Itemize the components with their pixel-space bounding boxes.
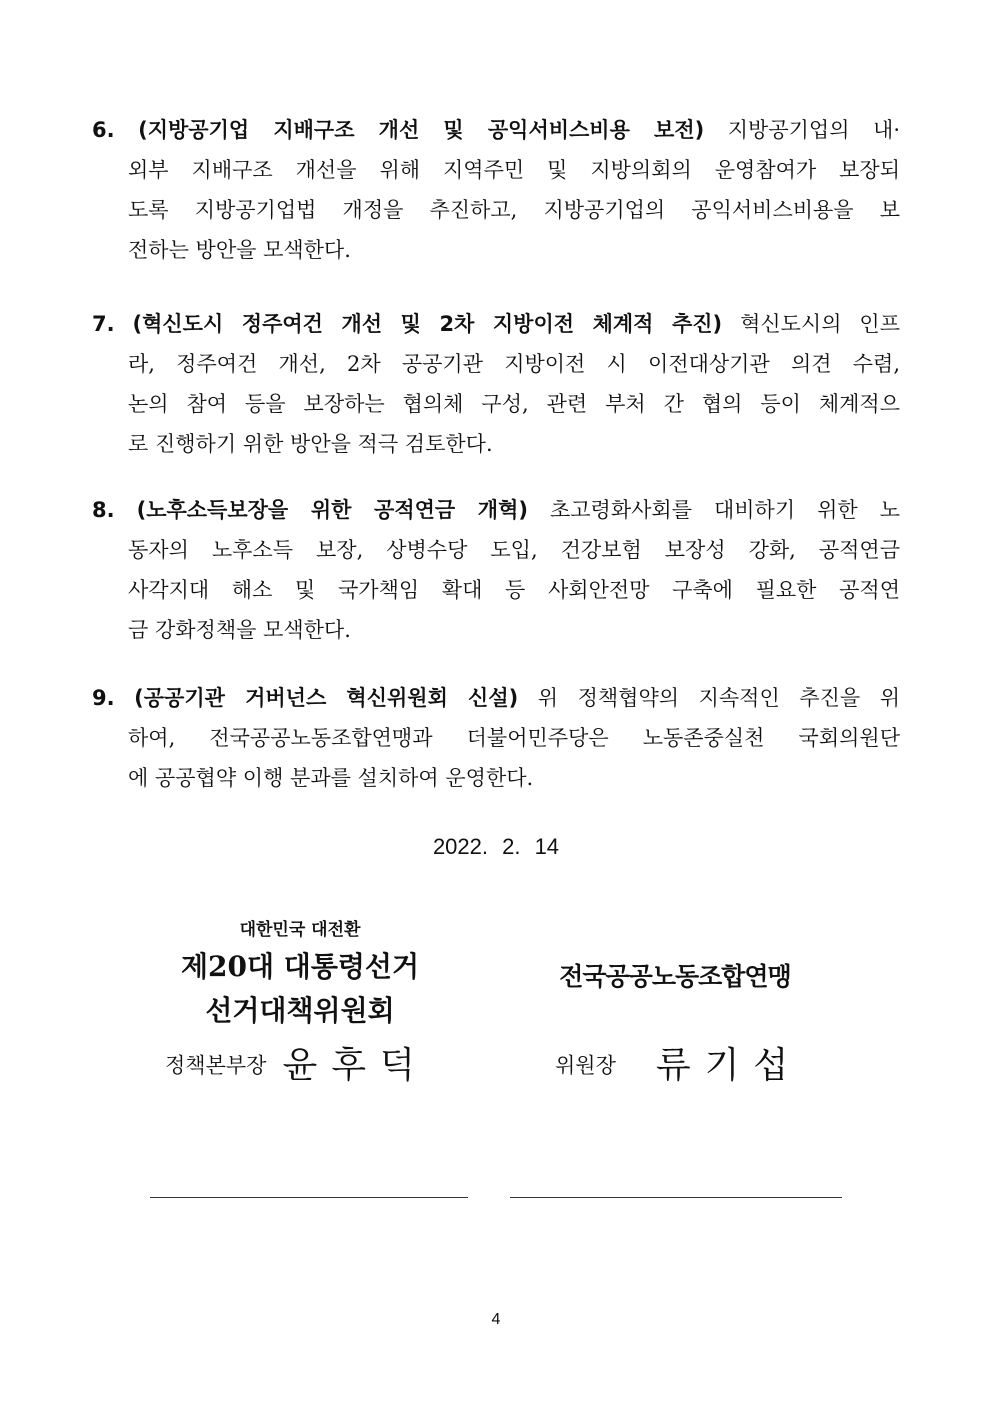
- signer-title: 정책본부장: [165, 1053, 267, 1078]
- clause-line: [92, 304, 900, 344]
- org-subtitle: 대한민국 대전환: [239, 920, 361, 940]
- signer-name: 윤후덕: [282, 1044, 429, 1086]
- left-signer: [165, 1040, 429, 1090]
- clause-line: 도록 지방공기업법 개정을 추진하고, 지방공기업의 공익서비스비용을 보: [128, 198, 900, 222]
- clause-line: 라, 정주여건 개선, 2차 공공기관 지방이전 시 이전대상기관 의견 수렴,: [128, 352, 900, 376]
- clause-line: 로 진행하기 위한 방안을 적극 검토한다.: [128, 432, 493, 456]
- clause-text: 지방공기업의 내·: [704, 118, 900, 142]
- page-number: 4: [491, 1311, 501, 1328]
- clause-6: [92, 110, 900, 270]
- clause-line: [92, 110, 900, 150]
- agreement-date: 2022. 2. 14: [432, 834, 560, 859]
- clause-text: 초고령화사회를 대비하기 위한 노: [527, 498, 900, 522]
- clause-number: 8.: [92, 498, 115, 522]
- org-name-line1: 제20대 대통령선거: [180, 950, 420, 983]
- clause-line: 사각지대 해소 및 국가책임 확대 등 사회안전망 구축에 필요한 공적연: [128, 578, 900, 602]
- clause-text: 위 정책협약의 지속적인 추진을 위: [518, 686, 900, 710]
- clause-line: 하여, 전국공공노동조합연맹과 더불어민주당은 노동존중실천 국회의원단: [128, 726, 900, 750]
- clause-line: 금 강화정책을 모색한다.: [128, 618, 351, 642]
- clause-number: 9.: [92, 686, 115, 710]
- org-name: 전국공공노동조합연맹: [559, 962, 791, 991]
- clause-9: [92, 678, 900, 798]
- clause-line: 논의 참여 등을 보장하는 협의체 구성, 관련 부처 간 협의 등이 체계적으: [128, 392, 900, 416]
- clause-line: [92, 678, 900, 718]
- signer-title: 위원장: [555, 1053, 616, 1078]
- clause-heading: (지방공기업 지배구조 개선 및 공익서비스비용 보전): [138, 118, 705, 142]
- clause-line: 전하는 방안을 모색한다.: [128, 238, 351, 262]
- clause-text: 혁신도시의 인프: [722, 312, 900, 336]
- org-name-line2: 선거대책위원회: [205, 994, 395, 1027]
- clause-line: 동자의 노후소득 보장, 상병수당 도입, 건강보험 보장성 강화, 공적연금: [128, 538, 900, 562]
- clause-7: [92, 304, 900, 464]
- clause-heading: (혁신도시 정주여건 개선 및 2차 지방이전 체계적 추진): [132, 312, 723, 336]
- clause-line: 에 공공협약 이행 분과를 설치하여 운영한다.: [128, 766, 534, 790]
- clause-heading: (노후소득보장을 위한 공적연금 개혁): [136, 498, 528, 522]
- right-signatory-org: [500, 915, 850, 999]
- signer-name: 류기섭: [655, 1044, 803, 1086]
- clause-number: 6.: [92, 118, 115, 142]
- signature-line-right: [510, 1197, 842, 1198]
- left-signatory-org: [140, 915, 460, 1033]
- signature-line-left: [150, 1197, 468, 1198]
- clause-heading: (공공기관 거버넌스 혁신위원회 신설): [134, 686, 519, 710]
- clause-number: 7.: [92, 312, 115, 336]
- clause-line: [92, 490, 900, 530]
- clause-8: [92, 490, 900, 650]
- clause-line: 외부 지배구조 개선을 위해 지역주민 및 지방의회의 운영참여가 보장되: [128, 158, 900, 182]
- right-signer: [555, 1040, 802, 1090]
